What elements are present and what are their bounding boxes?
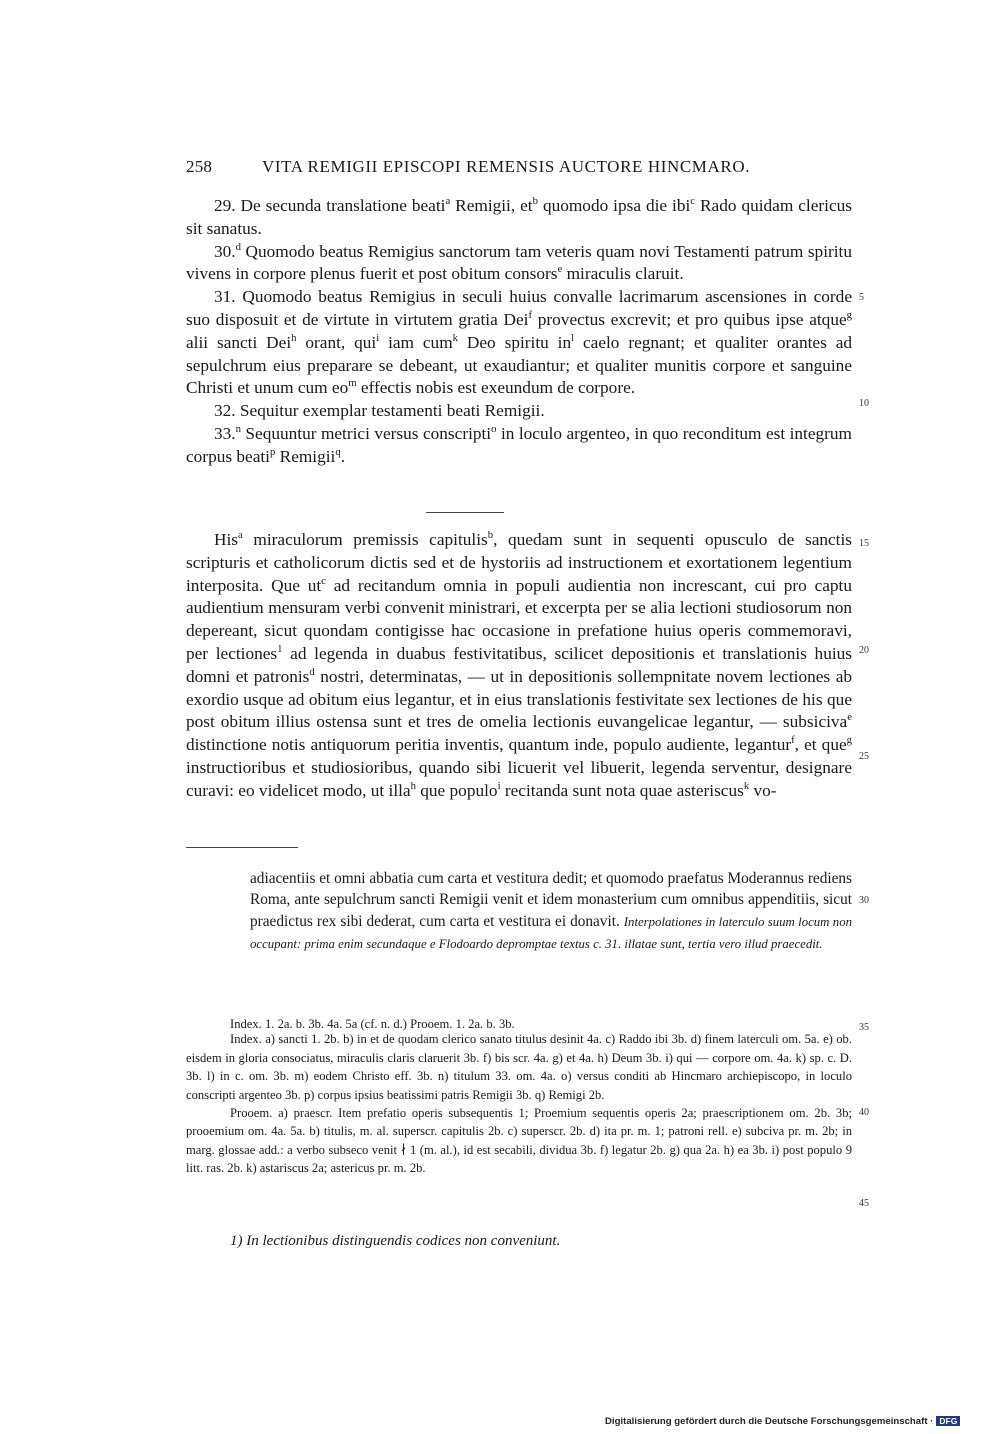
running-title: VITA REMIGII EPISCOPI REMENSIS AUCTORE HINCMARO. xyxy=(262,157,751,176)
line-number: 45 xyxy=(859,1198,869,1209)
prologue-text xyxy=(186,529,852,803)
critical-apparatus xyxy=(186,1012,852,1178)
dfg-logo: DFG xyxy=(936,1416,960,1426)
continuation-note: Interpolationes in laterculo suum locum non occupant: prima enim secundaque e Flodoardo depromptae textus c. 31. illatae sunt, tertia vero illud praecedit. xyxy=(250,914,852,952)
credit-text: Digitalisierung gefördert durch die Deutsche Forschungsgemeinschaft · xyxy=(605,1416,934,1427)
chapter-29: 29. De secunda translatione beati$^a$ Remigii, $et^b$ quomodo ipsa die ibi$^c$ Rado quidam clericus sit sanatus. xyxy=(186,195,852,238)
section-divider xyxy=(426,512,504,513)
line-number: 35 xyxy=(859,1022,869,1033)
prologue-paragraph: His$^a$ miraculorum premissis capitulis$^b$, quedam sunt in sequenti opusculo de sanctis scripturis et catholicorum dictis sed et de hystoriis ad instructionem et exortationem legentium interposita. Que $ut^c$ ad recitandum omnia in populi audientia non increscant, cui pro captu audientium mensuram verbi convenit ministrari, et excerpta per se alia lectioni studiosorum non depereant, sicut quondam contigisse hac occasione in prefatione huius operis commemoravi, per lectiones$^1$ ad legenda in duabus festivitatibus, scilicet depositionis et translationis huius domni et patronis$^d$ nostri, determinatas, — ut in depositionis sollempnitate novem lectiones ab exordio usque ad obitum eius legantur, et in eius translationis festivitate sex lectiones de his que post obitum illius ostensa sunt et tres de omelia lectionis euvangelicae legantur, — subsiciva$^e$ distinctione notis antiquorum peritia inventis, quantum inde, populo audiente, legantur$^f$, et que$^g$ instructioribus et studiosioribus, quando sibi licuerit vel libuerit, legenda serventur, designare curavi: eo videlicet modo, ut illa$^h$ que populo$^i$ recitanda sunt nota quae asteriscus$^k$ vo- xyxy=(186,529,853,800)
line-number: 20 xyxy=(859,645,869,656)
line-number: 5 xyxy=(859,292,864,303)
chapter-32: 32. Sequitur exemplar testamenti beati Remigii. xyxy=(214,401,545,421)
digitization-credit xyxy=(605,1416,995,1427)
line-number: 25 xyxy=(859,751,869,762)
interpolation-continuation xyxy=(250,868,852,956)
page-number: 258 xyxy=(186,157,213,176)
footnote: 1) In lectionibus distinguendis codices non conveniunt. xyxy=(230,1233,561,1249)
line-number: 10 xyxy=(859,398,869,409)
footnote-rule xyxy=(186,847,298,848)
chapter-31: 31. Quomodo beatus Remigius in seculi huius convalle lacrimarum ascensiones in corde suo disposuit et de virtute in virtutem gratia Dei$^f$ provectus excrevit; et pro quibus ipse atque$^g$ alii sancti Dei$^h$ orant, qui$^i$ iam cum$^k$ Deo spiritu $in^l$ caelo regnant; et qualiter orantes ad sepulchrum eius preparare se debeant, ut exaudiantur; et qualiter munitis corpore et sanguine Christi et unum cum $eo^m$ effectis nobis est exeundum de corpore. xyxy=(186,287,853,398)
chapter-30: 30.$^d$ Quomodo beatus Remigius sanctorum tam veteris quam novi Testamenti patrum spiritu vivens in corpore plenus fuerit et post obitum consors$^e$ miraculis claruit. xyxy=(186,240,852,284)
line-number: 30 xyxy=(859,895,869,906)
apparatus-index: Index. a) sancti 1. 2b. b) in et de quodam clerico sanato titulus desinit 4a. c) Raddo ibi 3b. d) finem laterculi om. 5a. e) ob. eisdem in gloria consociatus, miraculis claris claruerit 3b. f) bis scr. 4a. g) et 4a. h) Deum 3b. i) qui — corpore om. 4a. k) sp. c. D. 3b. l) in c. om. 3b. m) eodem Christo eff. 3b. n) titulum 33. om. 4a. o) versus conditi ab Hincmaro archiepiscopo, in loculo conscripti argenteo 3b. p) corpus ipsius beatissimi patris Remigii 3b. q) Remigi 2b. xyxy=(186,1032,852,1102)
chapter-33: 33.$^n$ Sequuntur metrici versus conscripti$^o$ in loculo argenteo, in quo reconditum est integrum corpus beati$^p$ Remigii$^q$. xyxy=(186,423,852,466)
line-number: 15 xyxy=(859,538,869,549)
manuscript-index: Index. 1. 2a. b. 3b. 4a. 5a (cf. n. d.) Prooem. 1. 2a. b. 3b. xyxy=(230,1017,515,1031)
apparatus-prooem: Prooem. a) praescr. Item prefatio operis subsequentis 1; Proemium sequentis operis 2a; praescriptionem om. 2b. 3b; prooemium om. 4a. 5a. b) titulis, m. al. superscr. capitulis 2b. c) superscr. 2b. d) ita pr. m. 1; patroni rell. e) subciva pr. m. 2b; in marg. glossae add.: a verbo subseco venit ∤ 1 (m. al.), id est secabili, dividua 3b. f) legatur 2b. g) qua 2a. h) ea 3b. i) post populo 9 litt. ras. 2b. k) astariscus 2a; astericus pr. m. 2b. xyxy=(186,1106,852,1176)
continuation-text: adiacentiis et omni abbatia cum carta et vestitura dedit; et quomodo praefatus Moderannus rediens Roma, ante sepulchrum sancti Remigii venit et idem monasterium cum omnibus appenditiis, sicut praedictus rex sibi dederat, cum carta et vestitura ei donavit. xyxy=(250,870,852,930)
chapter-list xyxy=(186,195,852,469)
line-number: 40 xyxy=(859,1107,869,1118)
